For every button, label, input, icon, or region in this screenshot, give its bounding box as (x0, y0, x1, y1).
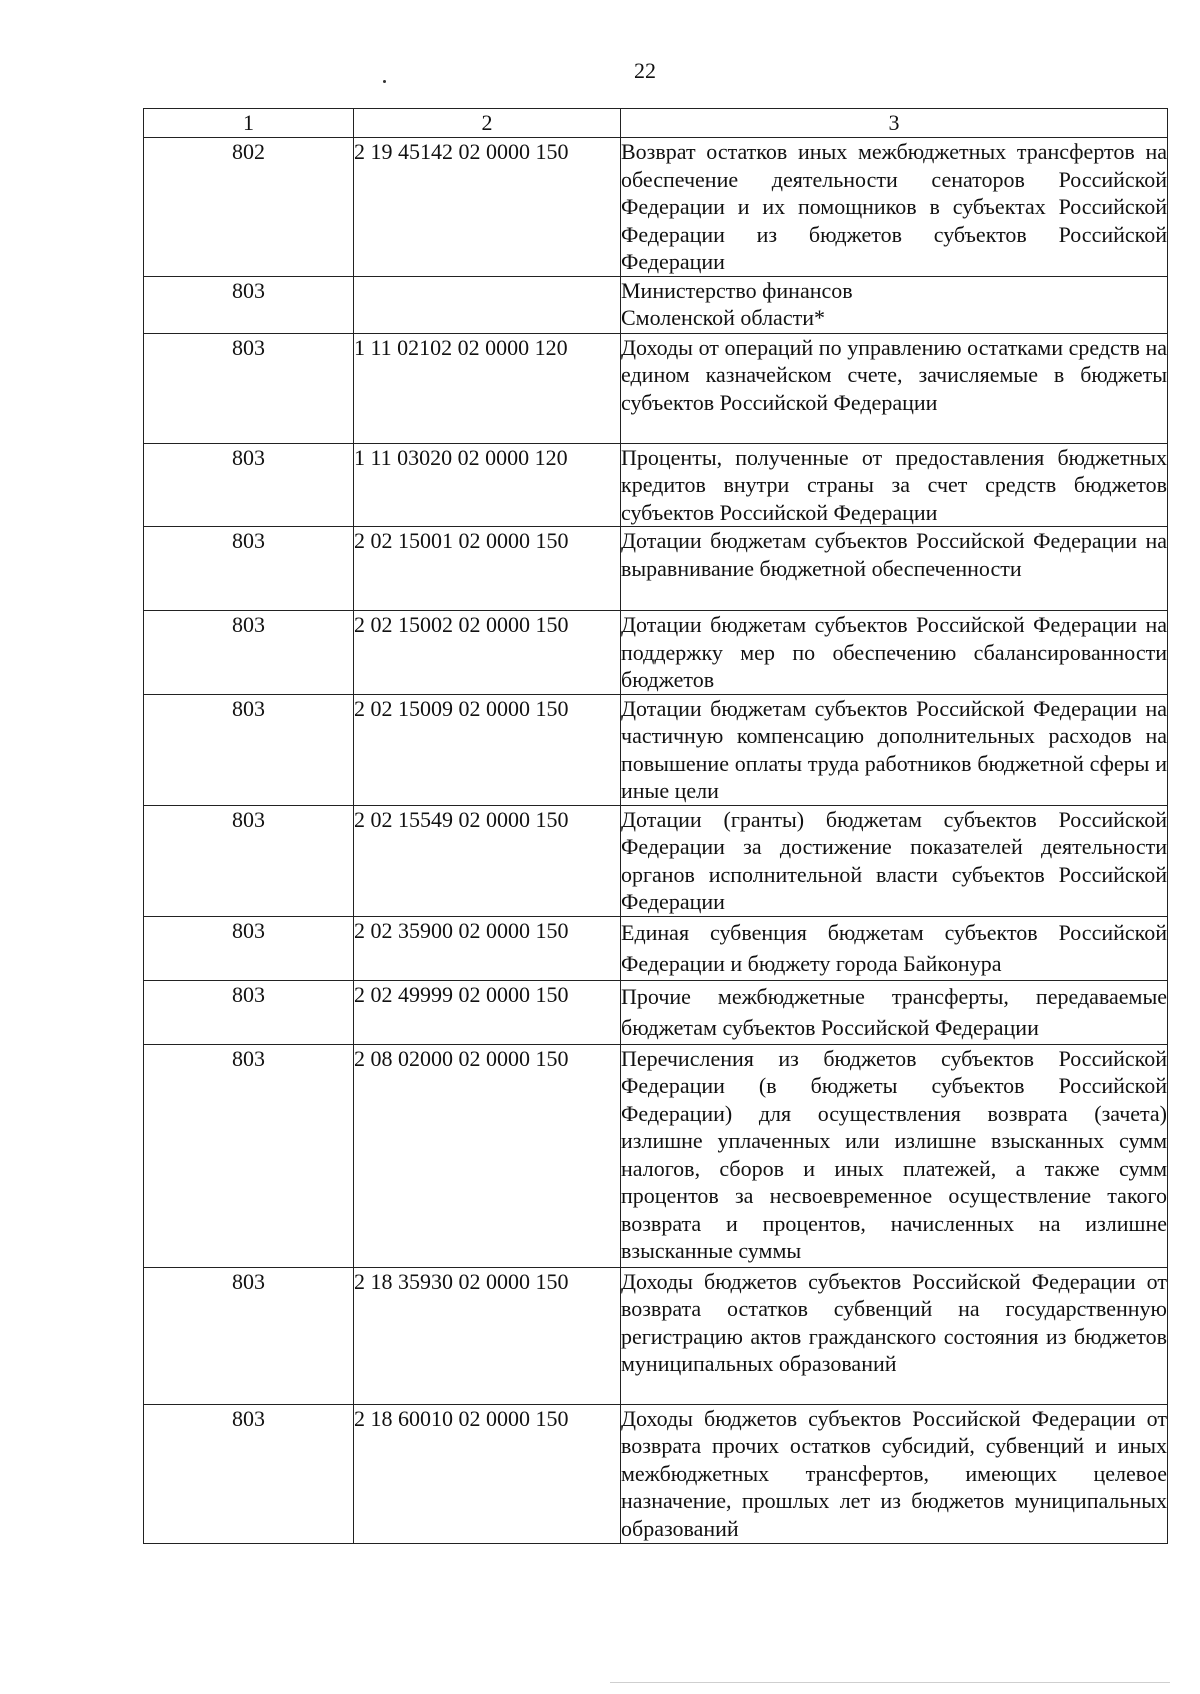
table-row (144, 527, 1168, 611)
revenue-code-cell: 1 11 03020 02 0000 120 (354, 443, 621, 527)
table-row (144, 1404, 1168, 1543)
admin-code-cell: 803 (144, 333, 354, 443)
revenue-codes-table (143, 108, 1168, 1544)
revenue-code-cell: 2 18 60010 02 0000 150 (354, 1404, 621, 1543)
revenue-code-cell: 2 02 15002 02 0000 150 (354, 611, 621, 695)
description-cell: Проценты, полученные от предоставления бюджетных кредитов внутри страны за счет средств бюджетов субъектов Российской Федерации (621, 444, 1167, 525)
table-row (144, 611, 1168, 695)
table-row (144, 1267, 1168, 1404)
page-number: 22 (634, 58, 656, 83)
stray-mark (383, 80, 386, 83)
admin-code-cell: 803 (144, 1404, 354, 1543)
revenue-code-cell: 1 11 02102 02 0000 120 (354, 333, 621, 443)
admin-code-cell: 803 (144, 1044, 354, 1267)
revenue-code-cell: 2 02 49999 02 0000 150 (354, 980, 621, 1044)
admin-code-cell: 803 (144, 694, 354, 805)
column-header: 3 (621, 109, 1168, 138)
admin-code-cell: 803 (144, 276, 354, 333)
column-header: 1 (144, 109, 354, 138)
admin-code-cell: 803 (144, 443, 354, 527)
description-cell: Дотации бюджетам субъектов Российской Федерации на поддержку мер по обеспечению сбалансированности бюджетов (621, 612, 1167, 692)
description-cell: Перечисления из бюджетов субъектов Российской Федерации (в бюджеты субъектов Российской Федерации) для осуществления возврата (зачета) излишне уплаченных или излишне взысканных сумм налогов, сборов и иных платежей, а также сумм процентов за несвоевременное осуществление такого возврата и процентов, начисленных на излишне взысканные суммы (621, 1044, 1168, 1267)
table-row (144, 1044, 1168, 1267)
admin-code-cell: 803 (144, 916, 354, 980)
table-row (144, 805, 1168, 916)
bottom-scan-line (610, 1682, 1170, 1683)
column-header: 2 (354, 109, 621, 138)
table-row (144, 138, 1168, 277)
admin-code-cell: 803 (144, 527, 354, 611)
revenue-code-cell: 2 08 02000 02 0000 150 (354, 1044, 621, 1267)
table-row (144, 916, 1168, 980)
admin-code-cell: 803 (144, 1267, 354, 1404)
description-cell: Доходы бюджетов субъектов Российской Федерации от возврата остатков субвенций на государственную регистрацию актов гражданского состояния из бюджетов муниципальных образований (621, 1267, 1168, 1404)
description-cell: Министерство финансов Смоленской области* (621, 276, 1168, 333)
revenue-code-cell: 2 02 35900 02 0000 150 (354, 916, 621, 980)
table-row (144, 276, 1168, 333)
description-cell: Дотации бюджетам субъектов Российской Федерации на выравнивание бюджетной обеспеченности (621, 527, 1168, 611)
description-cell: Прочие межбюджетные трансферты, передаваемые бюджетам субъектов Российской Федерации (621, 980, 1168, 1044)
admin-code-cell: 803 (144, 980, 354, 1044)
description-cell: Дотации бюджетам субъектов Российской Федерации на частичную компенсацию дополнительных расходов на повышение оплаты труда работников бюджетной сферы и иные цели (621, 695, 1167, 803)
revenue-code-cell: 2 02 15549 02 0000 150 (354, 805, 621, 916)
revenue-code-cell: 2 18 35930 02 0000 150 (354, 1267, 621, 1404)
admin-code-cell: 802 (144, 138, 354, 277)
admin-code-cell: 803 (144, 611, 354, 695)
table-header-row (144, 109, 1168, 138)
description-cell: Единая субвенция бюджетам субъектов Российской Федерации и бюджету города Байконура (621, 916, 1168, 980)
table-row (144, 443, 1168, 527)
description-cell: Доходы бюджетов субъектов Российской Федерации от возврата прочих остатков субсидий, субвенций и иных межбюджетных трансфертов, имеющих целевое назначение, прошлых лет из бюджетов муниципальных образований (621, 1404, 1168, 1543)
revenue-code-cell: 2 19 45142 02 0000 150 (354, 138, 621, 277)
revenue-code-cell: 2 02 15009 02 0000 150 (354, 694, 621, 805)
description-cell: Возврат остатков иных межбюджетных трансфертов на обеспечение деятельности сенаторов Российской Федерации и их помощников в субъектах Российской Федерации из бюджетов субъектов Российской Федерации (621, 139, 1167, 274)
admin-code-cell: 803 (144, 805, 354, 916)
revenue-code-cell: 2 02 15001 02 0000 150 (354, 527, 621, 611)
table-row (144, 333, 1168, 443)
table-row (144, 694, 1168, 805)
description-cell: Доходы от операций по управлению остатками средств на едином казначейском счете, зачисляемые в бюджеты субъектов Российской Федерации (621, 333, 1168, 443)
revenue-code-cell (354, 276, 621, 333)
table-row (144, 980, 1168, 1044)
description-cell: Дотации (гранты) бюджетам субъектов Российской Федерации за достижение показателей деятельности органов исполнительной власти субъектов Российской Федерации (621, 806, 1167, 914)
